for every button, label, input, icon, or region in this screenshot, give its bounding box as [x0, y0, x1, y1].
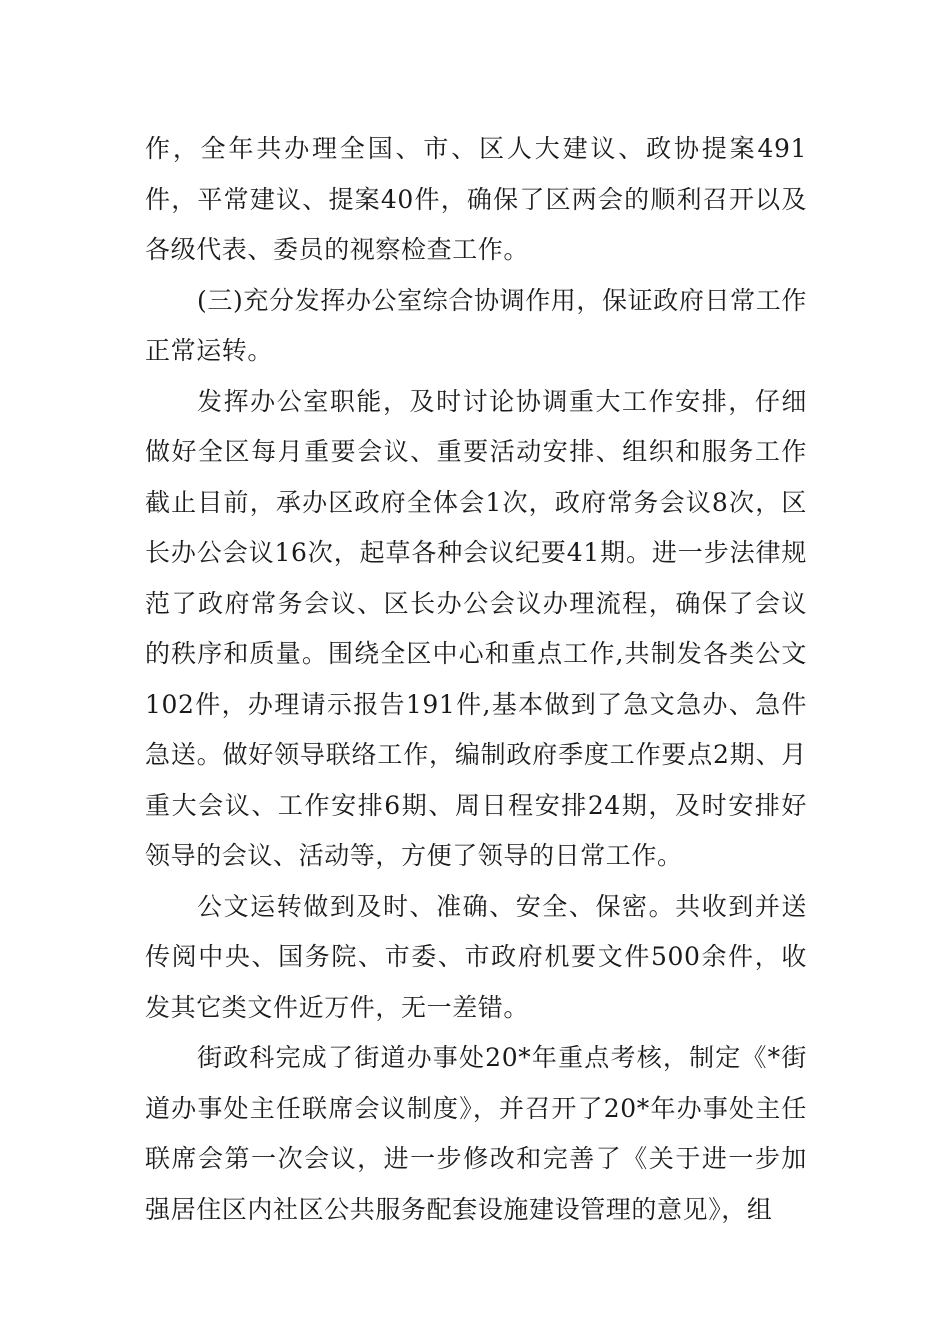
- paragraph-3: 发挥办公室职能，及时讨论协调重大工作安排，仔细做好全区每月重要会议、重要活动安排、组织和服务工作截止目前，承办区政府全体会1次，政府常务会议8次，区长办公会议16次，起草各种会议纪要41期。进一步法律规范了政府常务会议、区长办公会议办理流程，确保了会议的秩序和质量。围绕全区中心和重点工作,共制发各类公文102件，办理请示报告191件,基本做到了急文急办、急件急送。做好领导联络工作，编制政府季度工作要点2期、月重大会议、工作安排6期、周日程安排24期，及时安排好领导的会议、活动等，方便了领导的日常工作。: [145, 386, 807, 870]
- document-body: [145, 124, 807, 1235]
- paragraph-1: 作，全年共办理全国、市、区人大建议、政协提案491件，平常建议、提案40件，确保了区两会的顺利召开以及各级代表、委员的视察检查工作。: [145, 134, 807, 264]
- paragraph-4: 公文运转做到及时、准确、安全、保密。共收到并送传阅中央、国务院、市委、市政府机要文件500余件，收发其它类文件近万件，无一差错。: [145, 891, 807, 1022]
- paragraph-5: 街政科完成了街道办事处20*年重点考核，制定《*街道办事处主任联席会议制度》，并召开了20*年办事处主任联席会第一次会议，进一步修改和完善了《关于进一步加强居住区内社区公共服务配套设施建设管理的意见》，组: [145, 1043, 807, 1224]
- section-heading: (三)充分发挥办公室综合协调作用，保证政府日常工作正常运转。: [145, 285, 807, 365]
